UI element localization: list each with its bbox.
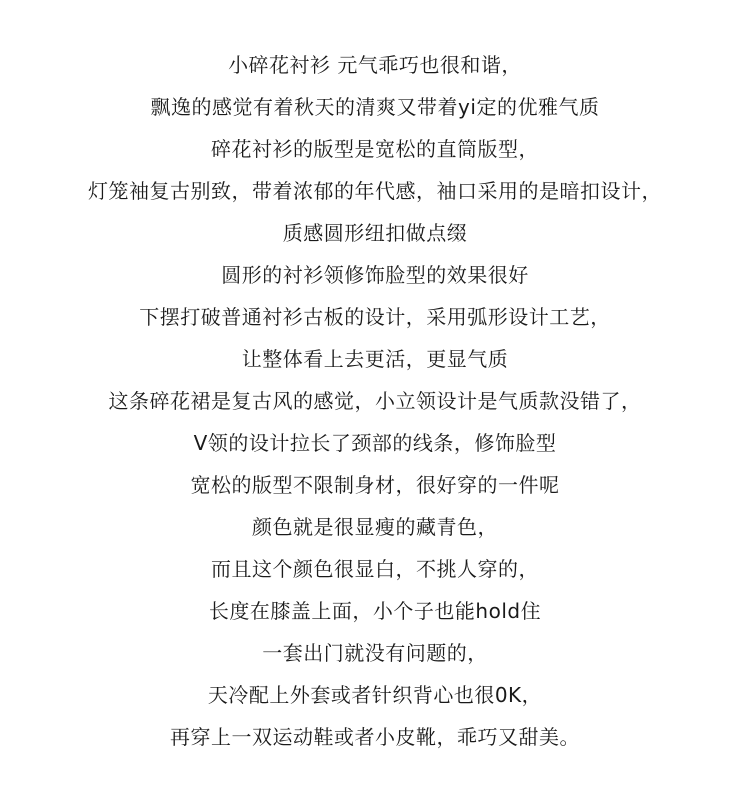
- description-line-12: 颜色就是很显瘦的藏青色，: [252, 515, 498, 539]
- description-line-9: 这条碎花裙是复古风的感觉，小立领设计是气质款没错了，: [108, 389, 642, 413]
- description-line-4: 灯笼袖复古别致，带着浓郁的年代感，袖口采用的是暗扣设计，: [88, 179, 662, 203]
- description-text-block: [0, 44, 750, 758]
- description-line-16: 天冷配上外套或者针织背心也很0K，: [207, 683, 543, 707]
- description-line-2: 飘逸的感觉有着秋天的清爽又带着yi定的优雅气质: [150, 95, 600, 119]
- description-line-17: 再穿上一双运动鞋或者小皮靴，乖巧又甜美。: [170, 725, 580, 749]
- description-line-15: 一套出门就没有问题的，: [262, 641, 488, 665]
- description-line-7: 下摆打破普通衬衫古板的设计，采用弧形设计工艺，: [139, 305, 611, 329]
- description-line-13: 而且这个颜色很显白，不挑人穿的，: [211, 557, 539, 581]
- description-line-11: 宽松的版型不限制身材，很好穿的一件呢: [190, 473, 560, 497]
- description-line-6: 圆形的衬衫领修饰脸型的效果很好: [221, 263, 529, 287]
- description-line-5: 质感圆形纽扣做点缀: [282, 221, 468, 245]
- description-line-8: 让整体看上去更活，更显气质: [241, 347, 509, 371]
- description-line-10: V领的设计拉长了颈部的线条，修饰脸型: [193, 431, 557, 455]
- description-line-1: 小碎花衬衫 元气乖巧也很和谐，: [228, 53, 522, 77]
- description-line-3: 碎花衬衫的版型是宽松的直筒版型，: [211, 137, 539, 161]
- description-line-14: 长度在膝盖上面，小个子也能hold住: [208, 599, 542, 623]
